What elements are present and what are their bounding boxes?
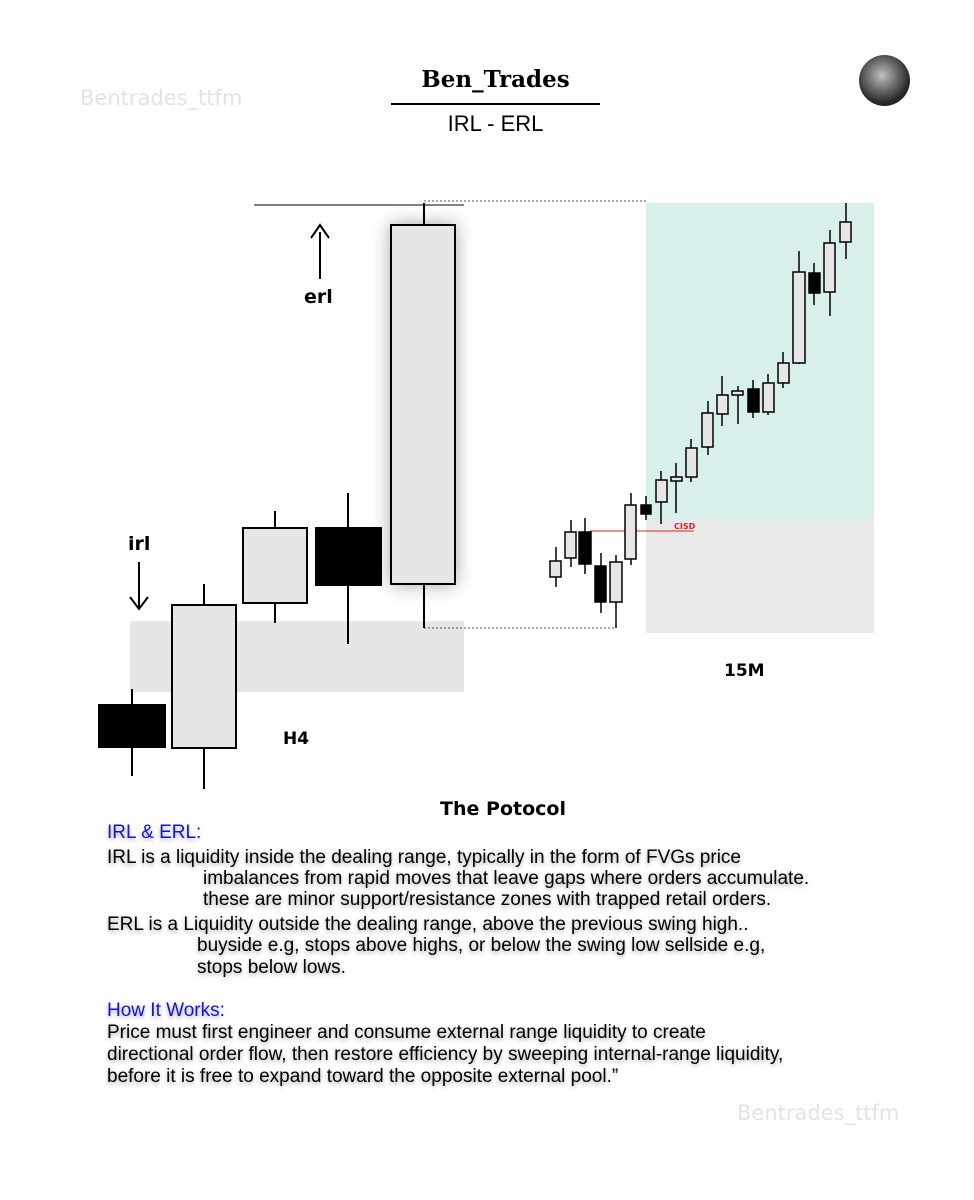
irl-arrow-icon [130, 562, 148, 609]
lower-zone [646, 520, 874, 633]
page-subtitle: IRL - ERL [447, 111, 544, 136]
m15-candle-6 [625, 493, 636, 565]
h4-candle-3 [243, 511, 307, 623]
section2-line: directional order flow, then restore efficiency by sweeping internal-range liquidity, [107, 1044, 784, 1065]
m15-candle-5 [610, 555, 622, 628]
protocol-title: The Potocol [440, 798, 566, 820]
m15-candle-4 [595, 553, 606, 613]
m15-candle-3 [579, 518, 591, 574]
brand-title: Ben_Trades [421, 66, 570, 93]
m15-candle-2 [565, 520, 576, 567]
section1-line: ERL is a Liquidity outside the dealing range, above the previous swing high.. [107, 914, 749, 935]
h4-label: H4 [283, 729, 310, 749]
erl-zone [646, 203, 874, 520]
h4-candle-1 [99, 689, 165, 776]
h4-candle-2 [172, 584, 236, 789]
section2-heading: How It Works: [107, 1000, 225, 1021]
section1-line: buyside e.g, stops above highs, or below the swing low sellside e.g, [197, 935, 766, 956]
watermark-bottom: Bentrades_ttfm [737, 1101, 900, 1125]
m15-label: 15M [724, 661, 765, 681]
section2-line: Price must first engineer and consume external range liquidity to create [107, 1022, 706, 1043]
watermark-top: Bentrades_ttfm [80, 86, 243, 110]
m15-candle-1 [550, 547, 561, 587]
section1-heading: IRL & ERL: [107, 822, 202, 843]
erl-arrow-icon [311, 225, 329, 279]
cisd-label: CISD [674, 522, 696, 531]
irl-label: irl [128, 533, 151, 555]
erl-label: erl [304, 286, 333, 308]
section1-line: stops below lows. [197, 957, 346, 978]
section1-line: IRL is a liquidity inside the dealing range, typically in the form of FVGs price [107, 847, 741, 868]
section1-line: imbalances from rapid moves that leave gaps where orders accumulate. [203, 868, 810, 889]
h4-candle-5 [391, 203, 455, 628]
section2-line: before it is free to expand toward the opposite external pool.” [107, 1066, 619, 1087]
section1-line: these are minor support/resistance zones with trapped retail orders. [203, 889, 772, 910]
